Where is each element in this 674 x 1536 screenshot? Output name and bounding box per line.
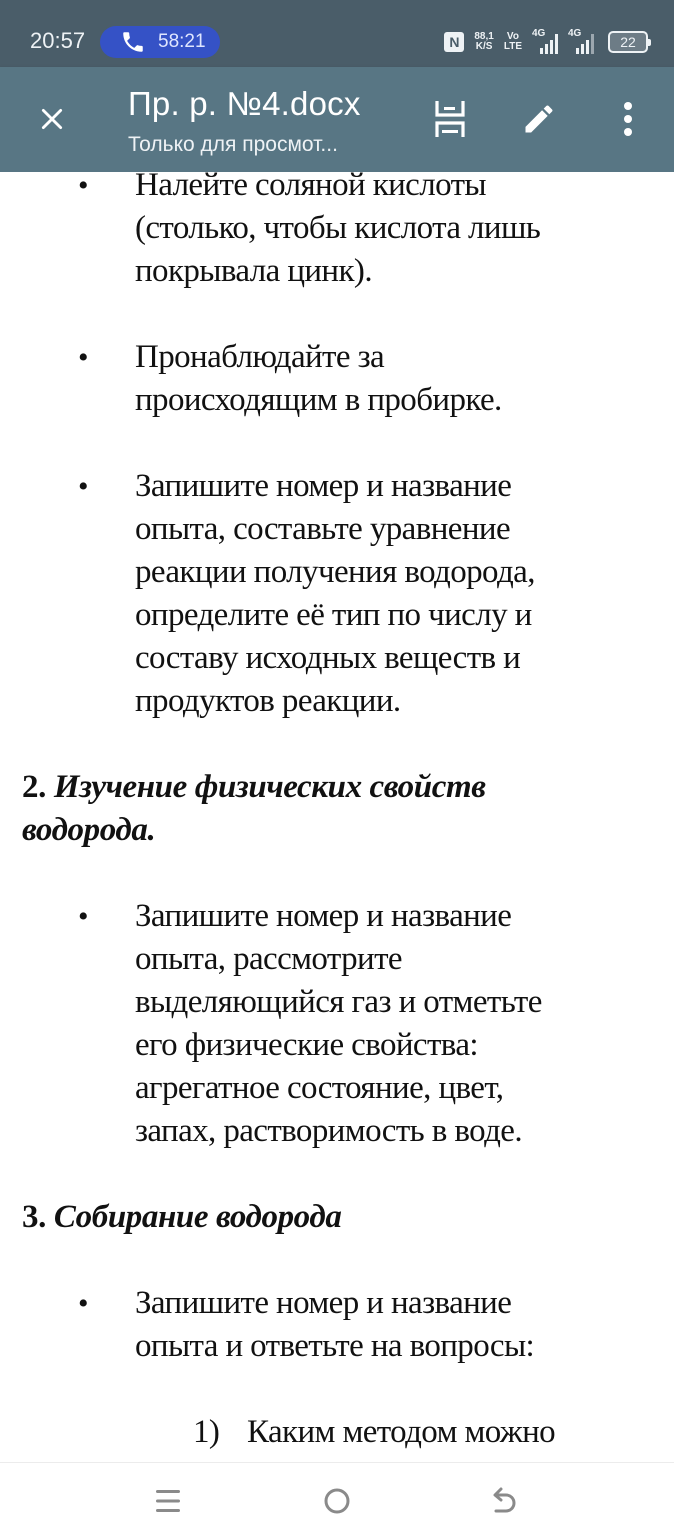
more-options-button[interactable]	[606, 97, 650, 141]
home-button[interactable]	[317, 1481, 357, 1521]
system-navigation-bar	[0, 1462, 674, 1536]
text-line: опыта, рассмотрите	[135, 941, 402, 977]
numbered-list-item	[0, 1411, 674, 1454]
text-line: (столько, чтобы кислота лишь	[135, 210, 541, 246]
list-item	[0, 465, 674, 723]
text-line: Каким методом можно	[247, 1414, 556, 1450]
text-line: выделяющийся газ и отметьте	[135, 984, 542, 1020]
sim2-network-type: 4G	[568, 28, 582, 39]
text-line: опыта и ответьте на вопросы:	[135, 1328, 535, 1364]
list-item	[0, 172, 674, 293]
mobile-view-icon	[434, 99, 466, 139]
heading-line	[22, 766, 674, 809]
app-bar	[0, 67, 674, 172]
section-heading	[0, 766, 674, 852]
status-icons	[444, 28, 648, 56]
bullet-icon: •	[78, 172, 88, 202]
document-content	[0, 172, 674, 1454]
text-line: Запишите номер и название	[135, 1285, 512, 1321]
document-title: Пр. р. №4.docx	[128, 85, 361, 122]
bullet-icon: •	[78, 1287, 88, 1320]
signal-sim2-icon	[568, 30, 598, 54]
sim1-network-type: 4G	[532, 28, 546, 39]
heading-line	[22, 1196, 674, 1239]
menu-icon	[155, 1487, 181, 1515]
section-title: Собирание водорода	[53, 1199, 342, 1235]
text-line: опыта, составьте уравнение	[135, 511, 510, 547]
text-line: Пронаблюдайте за	[135, 339, 385, 375]
network-speed	[474, 32, 493, 52]
text-line: запах, растворимость в воде.	[135, 1113, 522, 1149]
view-mode-subtitle: Только для просмот...	[128, 133, 338, 156]
call-duration: 58:21	[158, 31, 206, 52]
list-item	[0, 895, 674, 1153]
back-button[interactable]	[484, 1481, 524, 1521]
text-line: продуктов реакции.	[135, 683, 401, 719]
battery-level: 22	[620, 34, 636, 50]
text-line: происходящим в пробирке.	[135, 382, 502, 418]
text-line: составу исходных веществ и	[135, 640, 521, 676]
mobile-view-button[interactable]	[428, 97, 472, 141]
section-number: 2.	[22, 769, 46, 805]
volte-bottom: LTE	[503, 41, 522, 52]
section-heading	[0, 1196, 674, 1239]
text-line: Запишите номер и название	[135, 468, 512, 504]
phone-icon	[120, 29, 146, 55]
close-button[interactable]	[30, 97, 74, 141]
nfc-icon: N	[444, 32, 464, 52]
text-line: Налейте соляной кислоты	[135, 172, 486, 203]
text-line: агрегатное состояние, цвет,	[135, 1070, 504, 1106]
network-speed-value: 88,1	[474, 31, 494, 42]
document-viewer[interactable]	[0, 172, 674, 1462]
signal-sim1-icon	[532, 30, 558, 54]
bullet-icon: •	[78, 900, 88, 933]
status-time: 20:57	[30, 28, 86, 53]
status-bar	[0, 0, 674, 67]
back-icon	[490, 1486, 518, 1516]
text-line: реакции получения водорода,	[135, 554, 535, 590]
bullet-icon: •	[78, 470, 88, 503]
network-speed-unit: K/S	[475, 41, 493, 52]
volte-icon	[504, 32, 522, 52]
ongoing-call-chip[interactable]	[100, 26, 220, 58]
volte-top: Vo	[506, 31, 519, 42]
list-item	[0, 336, 674, 422]
recent-apps-button[interactable]	[148, 1481, 188, 1521]
bullet-icon: •	[78, 341, 88, 374]
section-number: 3.	[22, 1199, 46, 1235]
section-title: Изучение физических свойств	[53, 769, 486, 805]
text-line: Запишите номер и название	[135, 898, 512, 934]
text-line: его физические свойства:	[135, 1027, 478, 1063]
section-title-cont: водорода.	[22, 812, 156, 848]
edit-button[interactable]	[517, 97, 561, 141]
battery-icon	[608, 31, 648, 53]
text-line: определите её тип по числу и	[135, 597, 532, 633]
edit-icon	[521, 101, 557, 137]
more-vert-icon	[622, 101, 634, 137]
close-icon	[39, 106, 65, 132]
list-item	[0, 1282, 674, 1368]
item-number: 1)	[193, 1414, 220, 1450]
text-line: покрывала цинк).	[135, 253, 372, 289]
home-icon	[323, 1487, 351, 1515]
